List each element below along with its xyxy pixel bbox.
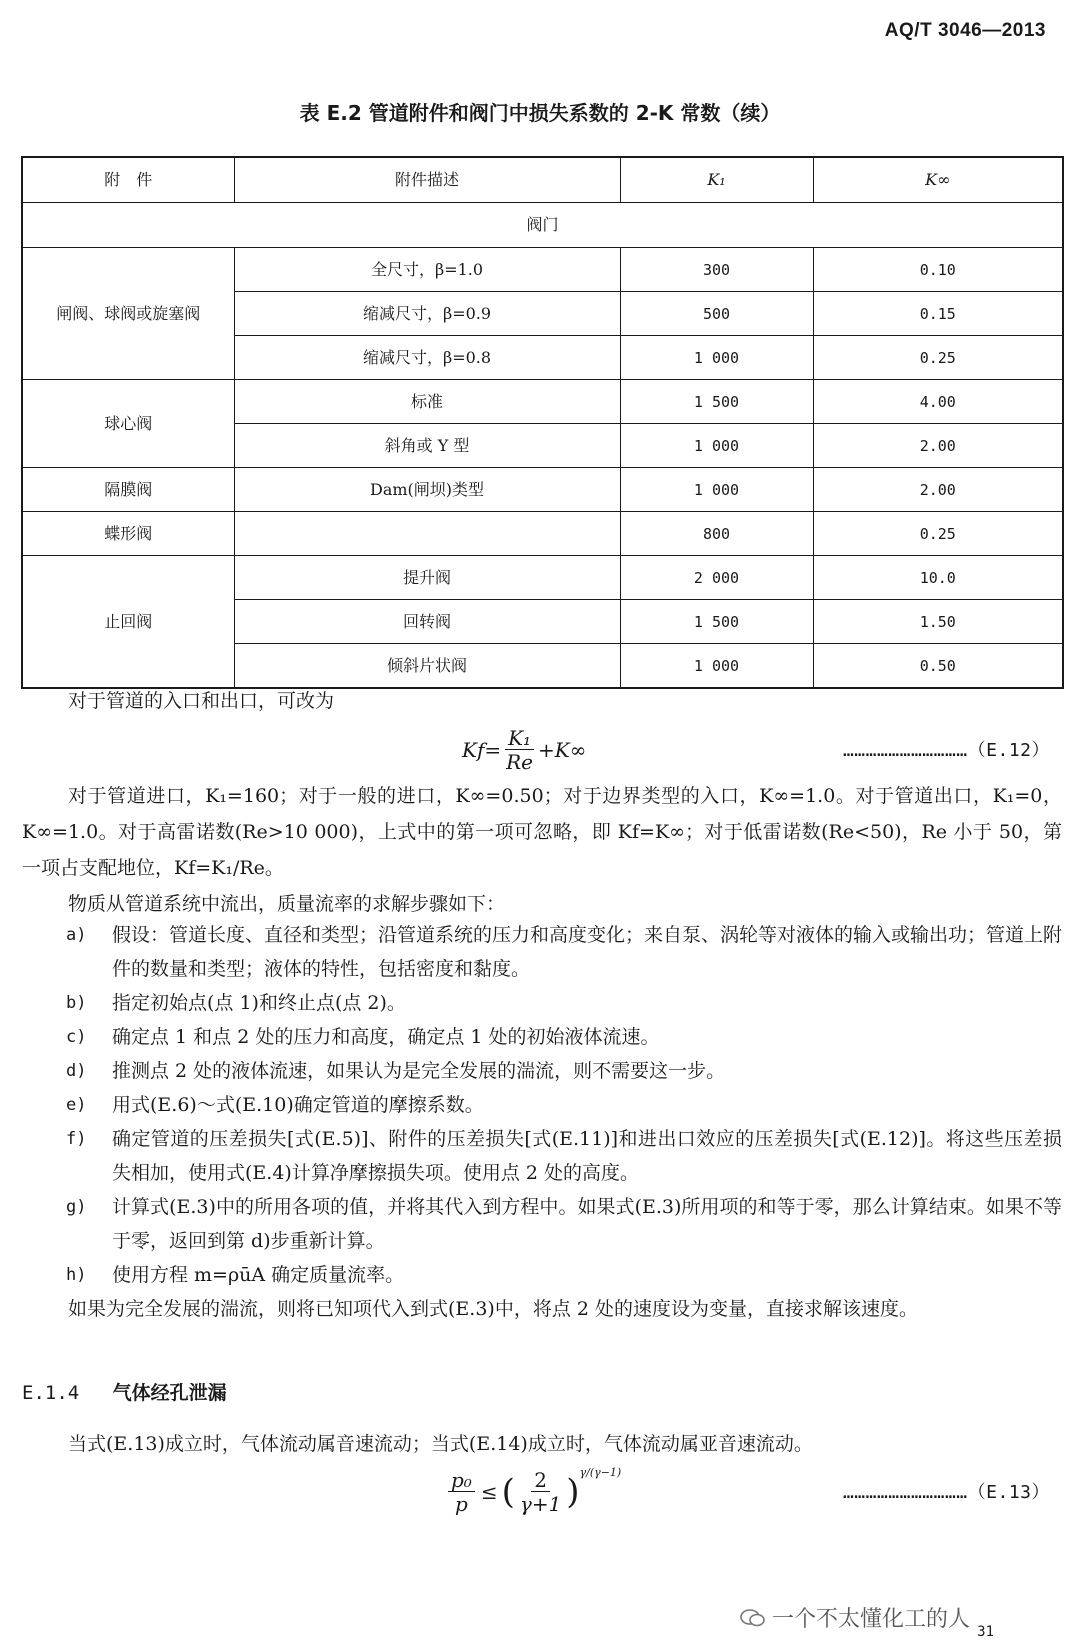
k1-cell: 1 500 [620,380,813,424]
kinf-cell: 0.25 [813,336,1063,380]
watermark-text: 一个不太懂化工的人 [772,1607,971,1632]
text-block [22,1426,1062,1462]
list-text: 使用方程 m=ρūA 确定质量流率。 [112,1264,405,1286]
list-item [66,986,1062,1020]
loss-coefficient-table [21,156,1064,689]
k1-cell: 1 000 [620,468,813,512]
list-text: 确定点 1 和点 2 处的压力和高度，确定点 1 处的初始液体流速。 [112,1026,660,1048]
intro-paragraph [22,683,1062,719]
list-label: b) [66,993,87,1013]
list-text: 推测点 2 处的液体流速，如果认为是完全发展的湍流，则不需要这一步。 [112,1060,726,1082]
text-block [22,778,1062,922]
k1-cell: 1 000 [620,644,813,689]
wechat-icon [740,1608,766,1628]
table-row [22,468,1063,512]
steps-list [66,918,1062,1292]
list-item [66,1054,1062,1088]
column-header: 附 件 [22,157,234,203]
list-item [66,1258,1062,1292]
eq-exponent: γ/(γ−1) [579,1466,622,1479]
paragraph: 对于管道的入口和出口，可改为 [68,690,335,712]
fitting-cell: 止回阀 [22,556,234,689]
section-heading [22,1378,227,1405]
eq-denominator: γ+1 [519,1491,562,1516]
equation-number: ……………………………（E.13） [842,1482,1050,1503]
list-label: h) [66,1265,87,1285]
k1-cell: 300 [620,248,813,292]
standard-code: AQ/T 3046—2013 [884,20,1046,41]
text-block [22,1291,1062,1327]
eq-numerator: K₁ [505,727,534,750]
list-item [66,1088,1062,1122]
column-header: K∞ [813,157,1063,203]
description-cell: 标准 [234,380,620,424]
description-cell: 提升阀 [234,556,620,600]
description-cell: 缩减尺寸，β=0.8 [234,336,620,380]
description-cell: 回转阀 [234,600,620,644]
kinf-cell: 0.50 [813,644,1063,689]
list-label: c) [66,1027,87,1047]
page-number: 31 [977,1624,994,1640]
description-cell: 缩减尺寸，β=0.9 [234,292,620,336]
eq-relation: ≤ [480,1480,498,1504]
eq-tail: +K∞ [538,738,587,762]
table-row [22,248,1063,292]
list-label: g) [66,1197,87,1217]
equation-e12 [0,722,1080,778]
description-cell: 斜角或 Y 型 [234,424,620,468]
paragraph: 如果为完全发展的湍流，则将已知项代入到式(E.3)中，将点 2 处的速度设为变量，直接求解该速度。 [68,1298,918,1320]
column-header: K₁ [620,157,813,203]
list-label: d) [66,1061,87,1081]
paragraph: 对于管道进口，K₁=160；对于一般的进口，K∞=0.50；对于边界类型的入口，K∞=1.0。对于管道出口，K₁=0，K∞=1.0。对于高雷诺数(Re>10 000)，上式中的第一项可忽略，即 Kf=K∞；对于低雷诺数(Re<50)，Re 小于 50，第一项占支配地位，Kf=K₁/Re。 [22,785,1062,879]
eq-lhs: Kf= [462,738,502,762]
list-label: e) [66,1095,87,1115]
section-title: 气体经孔泄漏 [112,1382,227,1404]
eq-fraction [503,727,536,774]
description-cell: Dam(闸坝)类型 [234,468,620,512]
list-label: f) [66,1129,87,1149]
column-header: 附件描述 [234,157,620,203]
k1-cell: 1 500 [620,600,813,644]
eq-fraction [448,1469,475,1516]
paragraph: 物质从管道系统中流出，质量流率的求解步骤如下： [68,893,506,915]
kinf-cell: 2.00 [813,424,1063,468]
eq-numerator: 2 [531,1469,550,1492]
fitting-cell: 球心阀 [22,380,234,468]
group-label: 阀门 [22,203,1063,248]
description-cell [234,512,620,556]
list-text: 计算式(E.3)中的所用各项的值，并将其代入到方程中。如果式(E.3)所用项的和等于零，那么计算结束。如果不等于零，返回到第 d)步重新计算。 [112,1196,1062,1252]
list-item [66,1020,1062,1054]
kinf-cell: 0.25 [813,512,1063,556]
kinf-cell: 2.00 [813,468,1063,512]
table-row [22,512,1063,556]
k1-cell: 1 000 [620,336,813,380]
k1-cell: 500 [620,292,813,336]
k1-cell: 1 000 [620,424,813,468]
description-cell: 倾斜片状阀 [234,644,620,689]
list-item [66,1190,1062,1258]
wechat-watermark [740,1602,970,1633]
list-text: 假设：管道长度、直径和类型；沿管道系统的压力和高度变化；来自泵、涡轮等对液体的输入或输出功；管道上附件的数量和类型；液体的特性，包括密度和黏度。 [112,924,1063,980]
paragraph: 当式(E.13)成立时，气体流动属音速流动；当式(E.14)成立时，气体流动属亚音速流动。 [68,1433,813,1455]
equation-number: ……………………………（E.12） [842,740,1050,761]
table-header-row [22,157,1063,203]
fitting-cell: 隔膜阀 [22,468,234,512]
fitting-cell: 蝶形阀 [22,512,234,556]
equation-e13: $\frac{\text{p₀}}{p}$ ≤ ( $\frac{2}{\gamma+1}$ ) γ/(γ−1) ……………………………（E.13） [0,1464,1080,1520]
kinf-cell: 0.10 [813,248,1063,292]
list-text: 确定管道的压差损失[式(E.5)]、附件的压差损失[式(E.11)]和进出口效应的压差损失[式(E.12)]。将这些压差损失相加，使用式(E.4)计算净摩擦损失项。使用点 2 处的高度。 [112,1128,1062,1184]
group-row [22,203,1063,248]
table-row [22,380,1063,424]
eq-denominator: p [455,1491,468,1516]
list-text: 用式(E.6)～式(E.10)确定管道的摩擦系数。 [112,1094,484,1116]
kinf-cell: 0.15 [813,292,1063,336]
eq-numerator: p₀ [448,1469,475,1492]
kinf-cell: 4.00 [813,380,1063,424]
description-cell: 全尺寸，β=1.0 [234,248,620,292]
kinf-cell: 10.0 [813,556,1063,600]
k1-cell: 2 000 [620,556,813,600]
kinf-cell: 1.50 [813,600,1063,644]
eq-denominator: Re [506,749,534,774]
k1-cell: 800 [620,512,813,556]
list-text: 指定初始点(点 1)和终止点(点 2)。 [112,992,406,1014]
fitting-cell: 闸阀、球阀或旋塞阀 [22,248,234,380]
eq-fraction [517,1469,564,1516]
list-item [66,1122,1062,1190]
list-label: a) [66,925,87,945]
table-row [22,556,1063,600]
section-number: E.1.4 [22,1382,80,1404]
list-item [66,918,1062,986]
table-title: 表 E.2 管道附件和阀门中损失系数的 2-K 常数（续） [299,101,781,125]
